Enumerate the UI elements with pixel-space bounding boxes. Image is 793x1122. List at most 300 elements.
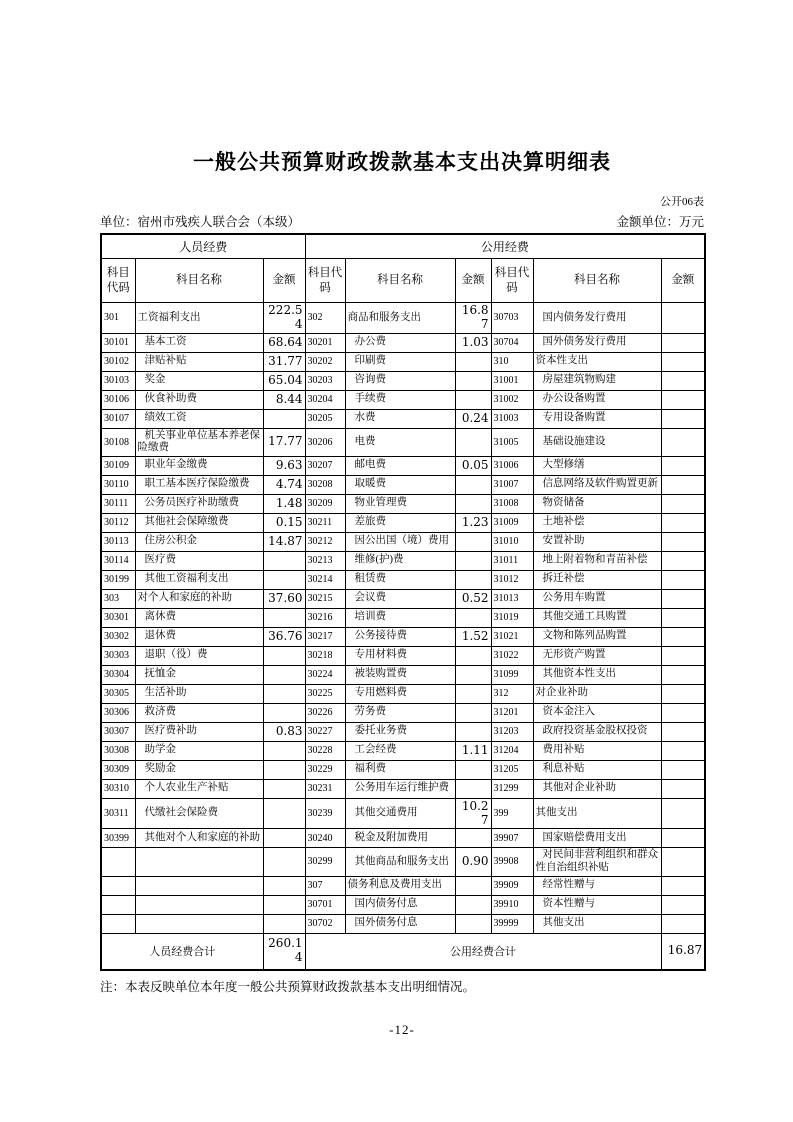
cell-name: 职工基本医疗保险缴费 [135, 475, 263, 494]
table-row [101, 532, 705, 551]
cell-amount [263, 829, 305, 848]
cell-amount [661, 551, 705, 570]
cell-code: 30299 [305, 848, 345, 876]
col-header-amount: 金额 [661, 259, 705, 303]
cell-code: 30208 [305, 475, 345, 494]
cell-amount [661, 532, 705, 551]
cell-code: 31203 [491, 722, 533, 741]
table-row [101, 333, 705, 352]
cell-name: 会议费 [345, 589, 455, 608]
cell-name: 土地补偿 [533, 513, 661, 532]
cell-code: 30703 [491, 303, 533, 334]
cell-amount [661, 703, 705, 722]
cell-code: 30229 [305, 760, 345, 779]
cell-code: 30311 [101, 798, 135, 829]
cell-name: 费用补贴 [533, 741, 661, 760]
cell-name: 基础设施建设 [533, 428, 661, 456]
cell-code: 31010 [491, 532, 533, 551]
cell-name [135, 914, 263, 933]
cell-name: 离休费 [135, 608, 263, 627]
cell-name: 资本金注入 [533, 703, 661, 722]
cell-amount [661, 456, 705, 475]
cell-name: 公务用车运行维护费 [345, 779, 455, 798]
cell-amount: 37.60 [263, 589, 305, 608]
cell-amount [455, 684, 491, 703]
cell-name: 取暖费 [345, 475, 455, 494]
cell-name: 电费 [345, 428, 455, 456]
cell-amount [263, 876, 305, 895]
public-total-label: 公用经费合计 [305, 933, 661, 970]
cell-name: 其他交通费用 [345, 798, 455, 829]
cell-code: 30239 [305, 798, 345, 829]
group-header-personnel: 人员经费 [101, 234, 305, 259]
table-row [101, 475, 705, 494]
cell-code: 31299 [491, 779, 533, 798]
cell-code: 31009 [491, 513, 533, 532]
cell-name: 公务用车购置 [533, 589, 661, 608]
cell-name: 公务接待费 [345, 627, 455, 646]
cell-amount [263, 895, 305, 914]
cell-amount [455, 570, 491, 589]
cell-code: 30304 [101, 665, 135, 684]
cell-code: 30240 [305, 829, 345, 848]
cell-code: 399 [491, 798, 533, 829]
cell-name: 水费 [345, 409, 455, 428]
col-header-amount: 金额 [263, 259, 305, 303]
table-row [101, 914, 705, 933]
cell-code: 30227 [305, 722, 345, 741]
table-row [101, 513, 705, 532]
cell-code: 30218 [305, 646, 345, 665]
cell-amount [661, 428, 705, 456]
cell-amount [455, 532, 491, 551]
cell-amount [661, 303, 705, 334]
cell-code: 30206 [305, 428, 345, 456]
cell-amount: 68.64 [263, 333, 305, 352]
cell-code: 30108 [101, 428, 135, 456]
personnel-total-label: 人员经费合计 [101, 933, 263, 970]
cell-amount [661, 760, 705, 779]
cell-amount [661, 895, 705, 914]
cell-amount [263, 760, 305, 779]
cell-code: 302 [305, 303, 345, 334]
cell-name: 政府投资基金股权投资 [533, 722, 661, 741]
cell-code: 30303 [101, 646, 135, 665]
cell-code: 31006 [491, 456, 533, 475]
cell-amount [661, 570, 705, 589]
col-header-code: 科目代码 [491, 259, 533, 303]
cell-code [101, 914, 135, 933]
cell-amount: 1.23 [455, 513, 491, 532]
form-code-label: 公开06表 [660, 196, 704, 208]
cell-amount [661, 798, 705, 829]
cell-name: 资本性支出 [533, 352, 661, 371]
cell-name: 房屋建筑物购建 [533, 371, 661, 390]
cell-amount: 0.90 [455, 848, 491, 876]
cell-code: 30305 [101, 684, 135, 703]
cell-amount [455, 352, 491, 371]
cell-name: 印刷费 [345, 352, 455, 371]
cell-code: 30225 [305, 684, 345, 703]
cell-name: 绩效工资 [135, 409, 263, 428]
cell-name: 专用设备购置 [533, 409, 661, 428]
group-header-row [101, 234, 705, 259]
cell-amount [455, 760, 491, 779]
cell-amount [661, 722, 705, 741]
cell-amount: 1.48 [263, 494, 305, 513]
cell-code: 30207 [305, 456, 345, 475]
cell-amount [263, 798, 305, 829]
cell-name: 利息补贴 [533, 760, 661, 779]
cell-code: 31021 [491, 627, 533, 646]
cell-code: 30224 [305, 665, 345, 684]
cell-amount: 222.54 [263, 303, 305, 334]
cell-name: 其他工资福利支出 [135, 570, 263, 589]
cell-code: 30212 [305, 532, 345, 551]
table-row [101, 760, 705, 779]
cell-name: 国外债务付息 [345, 914, 455, 933]
table-row [101, 703, 705, 722]
cell-name: 医疗费 [135, 551, 263, 570]
cell-code: 39907 [491, 829, 533, 848]
cell-amount [661, 665, 705, 684]
table-row [101, 646, 705, 665]
table-row [101, 722, 705, 741]
table-row [101, 409, 705, 428]
cell-amount [455, 829, 491, 848]
cell-code: 30217 [305, 627, 345, 646]
cell-name: 退职（役）费 [135, 646, 263, 665]
cell-name: 劳务费 [345, 703, 455, 722]
table-row [101, 848, 705, 876]
table-row [101, 741, 705, 760]
cell-amount [661, 627, 705, 646]
page-title: 一般公共预算财政拨款基本支出决算明细表 [193, 150, 611, 174]
cell-name: 其他支出 [533, 914, 661, 933]
cell-code: 30112 [101, 513, 135, 532]
table-row [101, 371, 705, 390]
cell-code: 312 [491, 684, 533, 703]
cell-name: 物资储备 [533, 494, 661, 513]
cell-code: 30201 [305, 333, 345, 352]
table-row [101, 876, 705, 895]
col-header-name: 科目名称 [345, 259, 455, 303]
public-total-amount: 16.87 [661, 933, 705, 970]
table-row [101, 895, 705, 914]
cell-name: 委托业务费 [345, 722, 455, 741]
cell-amount [263, 551, 305, 570]
cell-amount [263, 570, 305, 589]
cell-name: 其他对企业补助 [533, 779, 661, 798]
cell-amount [455, 608, 491, 627]
cell-name: 商品和服务支出 [345, 303, 455, 334]
col-header-amount: 金额 [455, 259, 491, 303]
cell-code: 30308 [101, 741, 135, 760]
cell-name: 福利费 [345, 760, 455, 779]
cell-name: 维修(护)费 [345, 551, 455, 570]
cell-name [135, 848, 263, 876]
cell-code: 30114 [101, 551, 135, 570]
cell-code: 31007 [491, 475, 533, 494]
cell-amount [661, 848, 705, 876]
cell-amount: 10.27 [455, 798, 491, 829]
cell-name: 伙食补助费 [135, 390, 263, 409]
cell-code: 310 [491, 352, 533, 371]
cell-amount: 0.52 [455, 589, 491, 608]
cell-code: 31019 [491, 608, 533, 627]
cell-name: 其他商品和服务支出 [345, 848, 455, 876]
cell-name: 国内债务付息 [345, 895, 455, 914]
cell-code: 31011 [491, 551, 533, 570]
cell-amount [661, 741, 705, 760]
cell-code: 30109 [101, 456, 135, 475]
cell-code: 39910 [491, 895, 533, 914]
cell-amount [661, 684, 705, 703]
cell-name: 债务利息及费用支出 [345, 876, 455, 895]
cell-name: 助学金 [135, 741, 263, 760]
cell-name: 机关事业单位基本养老保险缴费 [135, 428, 263, 456]
cell-code: 30202 [305, 352, 345, 371]
cell-name: 国家赔偿费用支出 [533, 829, 661, 848]
cell-name: 专用燃料费 [345, 684, 455, 703]
col-header-code: 科目代码 [305, 259, 345, 303]
cell-code: 31099 [491, 665, 533, 684]
cell-amount [661, 608, 705, 627]
cell-amount [661, 646, 705, 665]
cell-amount [455, 914, 491, 933]
cell-amount: 17.77 [263, 428, 305, 456]
cell-name: 工资福利支出 [135, 303, 263, 334]
cell-name: 津贴补贴 [135, 352, 263, 371]
table-row [101, 570, 705, 589]
cell-amount [455, 703, 491, 722]
cell-code: 30110 [101, 475, 135, 494]
cell-name: 安置补助 [533, 532, 661, 551]
cell-amount: 1.03 [455, 333, 491, 352]
cell-amount: 0.05 [455, 456, 491, 475]
cell-code: 31013 [491, 589, 533, 608]
cell-code: 30103 [101, 371, 135, 390]
cell-name: 培训费 [345, 608, 455, 627]
cell-amount [455, 646, 491, 665]
cell-name: 医疗费补助 [135, 722, 263, 741]
cell-code: 30309 [101, 760, 135, 779]
cell-code: 30302 [101, 627, 135, 646]
cell-amount [263, 848, 305, 876]
col-header-name: 科目名称 [533, 259, 661, 303]
cell-code [101, 895, 135, 914]
cell-amount [661, 390, 705, 409]
cell-name: 退休费 [135, 627, 263, 646]
cell-name: 办公费 [345, 333, 455, 352]
cell-name: 税金及附加费用 [345, 829, 455, 848]
cell-name: 文物和陈列品购置 [533, 627, 661, 646]
table-row [101, 665, 705, 684]
cell-code: 30102 [101, 352, 135, 371]
cell-code: 30213 [305, 551, 345, 570]
cell-amount [661, 352, 705, 371]
cell-code: 31002 [491, 390, 533, 409]
cell-code [101, 848, 135, 876]
group-header-public: 公用经费 [305, 234, 705, 259]
cell-code: 30704 [491, 333, 533, 352]
cell-code: 30214 [305, 570, 345, 589]
cell-amount [661, 333, 705, 352]
cell-name: 办公设备购置 [533, 390, 661, 409]
cell-amount [661, 409, 705, 428]
cell-code: 30307 [101, 722, 135, 741]
cell-amount [455, 876, 491, 895]
cell-amount [455, 665, 491, 684]
cell-name: 生活补助 [135, 684, 263, 703]
cell-amount [455, 494, 491, 513]
cell-name: 对企业补助 [533, 684, 661, 703]
cell-code: 31012 [491, 570, 533, 589]
cell-code: 307 [305, 876, 345, 895]
cell-amount: 0.15 [263, 513, 305, 532]
cell-code: 30204 [305, 390, 345, 409]
cell-name: 住房公积金 [135, 532, 263, 551]
table-row [101, 779, 705, 798]
cell-name [135, 895, 263, 914]
cell-name: 个人农业生产补贴 [135, 779, 263, 798]
cell-amount [455, 428, 491, 456]
cell-code [101, 876, 135, 895]
total-row [101, 933, 705, 970]
cell-name: 被装购置费 [345, 665, 455, 684]
cell-name: 差旅费 [345, 513, 455, 532]
cell-amount [455, 475, 491, 494]
cell-name: 无形资产购置 [533, 646, 661, 665]
cell-amount: 1.11 [455, 741, 491, 760]
cell-amount [263, 703, 305, 722]
cell-name: 其他资本性支出 [533, 665, 661, 684]
cell-amount [263, 646, 305, 665]
cell-code: 30205 [305, 409, 345, 428]
cell-code: 39909 [491, 876, 533, 895]
cell-amount: 8.44 [263, 390, 305, 409]
cell-code: 30216 [305, 608, 345, 627]
cell-name: 工会经费 [345, 741, 455, 760]
cell-code: 30107 [101, 409, 135, 428]
cell-name: 职业年金缴费 [135, 456, 263, 475]
cell-code: 30701 [305, 895, 345, 914]
column-header-row [101, 259, 705, 303]
cell-name: 手续费 [345, 390, 455, 409]
table-row [101, 352, 705, 371]
cell-amount [661, 589, 705, 608]
cell-name: 基本工资 [135, 333, 263, 352]
cell-code: 30199 [101, 570, 135, 589]
cell-name [135, 876, 263, 895]
cell-name: 租赁费 [345, 570, 455, 589]
cell-amount [263, 779, 305, 798]
table-note: 注：本表反映单位本年度一般公共预算财政拨款基本支出明细情况。 [100, 979, 476, 994]
table-row [101, 608, 705, 627]
cell-code: 30101 [101, 333, 135, 352]
cell-code: 30106 [101, 390, 135, 409]
cell-amount [661, 494, 705, 513]
cell-name: 代缴社会保险费 [135, 798, 263, 829]
cell-code: 30203 [305, 371, 345, 390]
cell-amount: 0.24 [455, 409, 491, 428]
cell-amount [661, 876, 705, 895]
cell-name: 地上附着物和青苗补偿 [533, 551, 661, 570]
cell-amount: 14.87 [263, 532, 305, 551]
cell-code: 31003 [491, 409, 533, 428]
cell-name: 物业管理费 [345, 494, 455, 513]
cell-amount [455, 779, 491, 798]
cell-name: 信息网络及软件购置更新 [533, 475, 661, 494]
cell-amount: 4.74 [263, 475, 305, 494]
table-row [101, 428, 705, 456]
cell-amount [455, 371, 491, 390]
cell-code: 30399 [101, 829, 135, 848]
cell-amount [661, 779, 705, 798]
cell-amount: 0.83 [263, 722, 305, 741]
cell-name: 大型修缮 [533, 456, 661, 475]
cell-amount [263, 684, 305, 703]
cell-code: 301 [101, 303, 135, 334]
budget-table [100, 233, 706, 971]
cell-name: 其他交通工具购置 [533, 608, 661, 627]
cell-amount [661, 513, 705, 532]
unit-label: 单位：宿州市残疾人联合会（本级） [100, 215, 301, 229]
cell-name: 经常性赠与 [533, 876, 661, 895]
cell-code: 31001 [491, 371, 533, 390]
cell-code: 31008 [491, 494, 533, 513]
cell-name: 咨询费 [345, 371, 455, 390]
cell-name: 国内债务发行费用 [533, 303, 661, 334]
cell-code: 30226 [305, 703, 345, 722]
cell-name: 对个人和家庭的补助 [135, 589, 263, 608]
cell-amount [661, 914, 705, 933]
cell-code: 39999 [491, 914, 533, 933]
col-header-code: 科目代码 [101, 259, 135, 303]
cell-amount: 9.63 [263, 456, 305, 475]
cell-code: 30231 [305, 779, 345, 798]
cell-code: 30211 [305, 513, 345, 532]
cell-code: 31201 [491, 703, 533, 722]
cell-amount [455, 895, 491, 914]
cell-name: 奖金 [135, 371, 263, 390]
cell-code: 30228 [305, 741, 345, 760]
table-row [101, 684, 705, 703]
cell-code: 30310 [101, 779, 135, 798]
cell-amount: 1.52 [455, 627, 491, 646]
cell-amount [263, 665, 305, 684]
cell-amount [263, 741, 305, 760]
table-row [101, 494, 705, 513]
cell-code: 31022 [491, 646, 533, 665]
table-row [101, 798, 705, 829]
table-row [101, 390, 705, 409]
cell-amount [263, 409, 305, 428]
table-row [101, 551, 705, 570]
cell-name: 其他支出 [533, 798, 661, 829]
table-row [101, 627, 705, 646]
cell-amount [661, 475, 705, 494]
cell-name: 抚恤金 [135, 665, 263, 684]
cell-amount: 36.76 [263, 627, 305, 646]
cell-amount [661, 371, 705, 390]
cell-name: 其他社会保障缴费 [135, 513, 263, 532]
amount-unit-label: 金额单位：万元 [616, 215, 704, 229]
cell-name: 公务员医疗补助缴费 [135, 494, 263, 513]
cell-name: 邮电费 [345, 456, 455, 475]
cell-name: 奖励金 [135, 760, 263, 779]
cell-amount [455, 390, 491, 409]
